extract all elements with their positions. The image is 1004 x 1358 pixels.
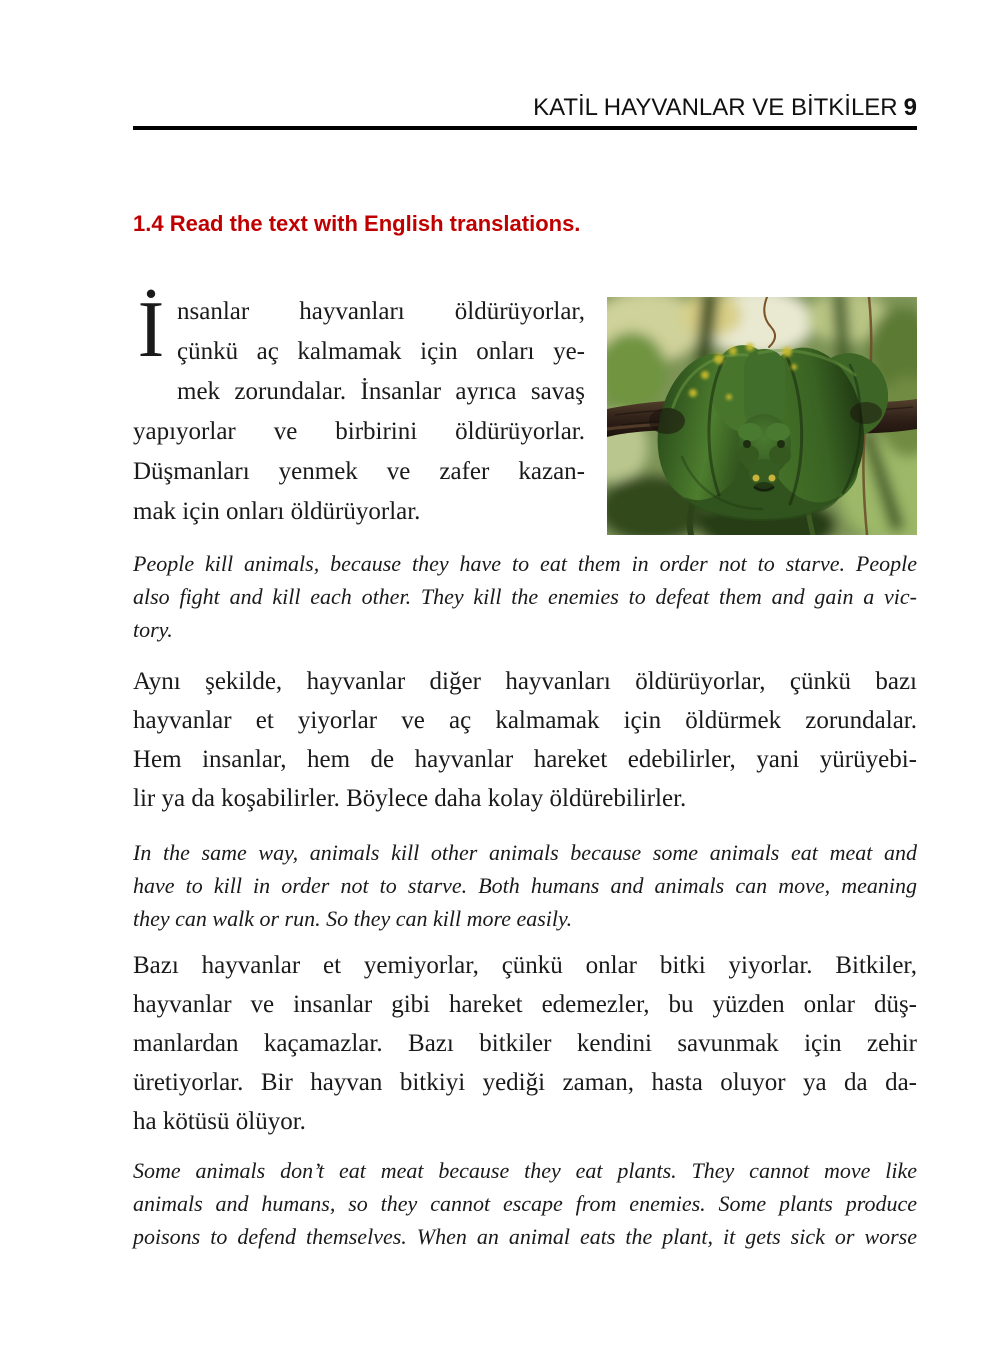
text-line: yapıyorlar ve birbirini öldürüyorlar. [133, 418, 585, 445]
text-line: Some animals don’t eat meat because they eat plants. They cannot move like [133, 1158, 917, 1183]
text-line: lir ya da koşabilirler. Böylece daha kolay öldürebilirler. [133, 785, 687, 812]
text-line: mak için onları öldürüyorlar. [133, 498, 421, 525]
section-heading: 1.4 Read the text with English translations. [133, 211, 581, 236]
text-line: tory. [133, 617, 173, 642]
text-line: Düşmanları yenmek ve zafer kazan- [133, 458, 585, 485]
paragraph-turkish-3 [133, 946, 917, 1141]
text-line: hayvanlar ve insanlar gibi hareket edemezler, bu yüzden onlar düş- [133, 991, 917, 1018]
text-line: animals and humans, so they cannot escape from enemies. Some plants produce [133, 1191, 917, 1216]
text-line: Bazı hayvanlar et yemiyorlar, çünkü onlar bitki yiyorlar. Bitkiler, [133, 952, 917, 979]
text-line: ha kötüsü ölüyor. [133, 1108, 306, 1135]
text-line: nsanlar hayvanları öldürüyorlar, [177, 298, 585, 325]
text-line: they can walk or run. So they can kill more easily. [133, 906, 573, 931]
text-line: Hem insanlar, hem de hayvanlar hareket edebilirler, yani yürüyebi- [133, 746, 917, 773]
text-line: Aynı şekilde, hayvanlar diğer hayvanları öldürüyorlar, çünkü bazı [133, 668, 917, 695]
text-line: have to kill in order not to starve. Both humans and animals can move, meaning [133, 873, 917, 898]
text-line: mek zorundalar. İnsanlar ayrıca savaş [177, 378, 585, 405]
text-line: People kill animals, because they have to eat them in order not to starve. People [133, 551, 917, 576]
header-rule [133, 126, 917, 130]
paragraph-english-2 [133, 836, 917, 935]
page-number: 9 [903, 94, 917, 121]
drop-cap: İ [137, 286, 165, 374]
text-line: hayvanlar et yiyorlar ve aç kalmamak için öldürmek zorundalar. [133, 707, 917, 734]
text-line: çünkü aç kalmamak için onları ye- [177, 338, 585, 365]
text-line: In the same way, animals kill other animals because some animals eat meat and [133, 840, 917, 865]
paragraph-english-3 [133, 1154, 917, 1253]
running-header [533, 94, 917, 122]
paragraph-turkish-1 [133, 286, 917, 543]
paragraph-english-1 [133, 547, 917, 646]
text-line: üretiyorlar. Bir hayvan bitkiyi yediği zaman, hasta oluyor ya da da- [133, 1069, 917, 1096]
running-header-title: KATİL HAYVANLAR VE BİTKİLER [533, 94, 898, 121]
text-line: poisons to defend themselves. When an animal eats the plant, it gets sick or worse [133, 1224, 917, 1249]
paragraph-turkish-2 [133, 662, 917, 818]
snake-photo-graphic [607, 297, 917, 535]
snake-photo [607, 297, 917, 535]
text-line: manlardan kaçamazlar. Bazı bitkiler kendini savunmak için zehir [133, 1030, 917, 1057]
text-line: also fight and kill each other. They kill the enemies to defeat them and gain a vic- [133, 584, 917, 609]
